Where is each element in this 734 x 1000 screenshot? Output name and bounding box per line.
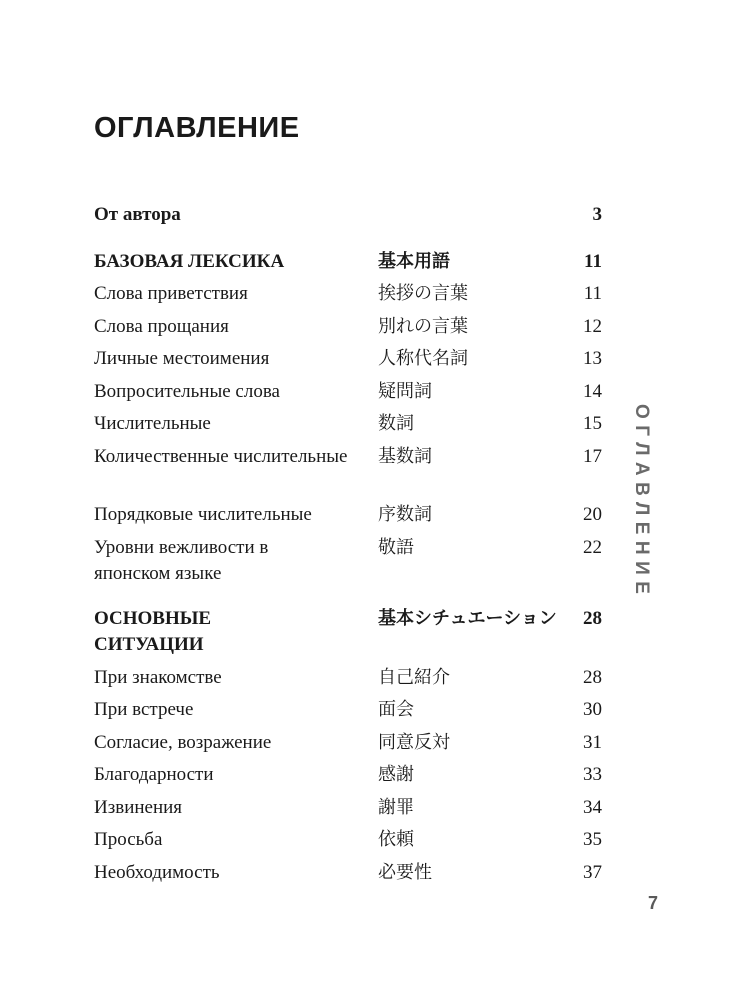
toc-entry-page: 17: [583, 446, 602, 467]
toc-entry-japanese: 謝罪: [378, 797, 414, 818]
side-tab-label: ОГЛАВЛЕНИЕ: [631, 404, 652, 601]
toc-entry-japanese: 人称代名詞: [378, 348, 468, 369]
toc-entry-title: Вопросительные слова: [94, 381, 280, 402]
toc-entry-page: 28: [583, 608, 602, 629]
toc-entry-page: 35: [583, 829, 602, 850]
toc-entry-title: Необходимость: [94, 862, 220, 883]
toc-entry-page: 31: [583, 732, 602, 753]
toc-entry-title: Порядковые числительные: [94, 504, 312, 525]
side-section-tab: [625, 404, 655, 604]
toc-entry-title: Слова прощания: [94, 316, 229, 337]
toc-entry-page: 28: [583, 667, 602, 688]
toc-entry-page: 20: [583, 504, 602, 525]
toc-entry-page: 12: [583, 316, 602, 337]
toc-entry-japanese: 疑問詞: [378, 381, 432, 402]
toc-entry-title: Личные местоимения: [94, 348, 270, 369]
toc-entry-title: Слова приветствия: [94, 283, 248, 304]
toc-entry-page: 11: [583, 283, 602, 304]
toc-entry-title: От автора: [94, 204, 181, 225]
toc-entry-title: При встрече: [94, 699, 194, 720]
toc-entry-japanese: 自己紹介: [378, 667, 450, 688]
toc-entry-page: 15: [583, 413, 602, 434]
toc-entry-title: Согласие, возражение: [94, 732, 272, 753]
toc-entry-page: 3: [592, 204, 602, 225]
toc-entry-title: БАЗОВАЯ ЛЕКСИКА: [94, 251, 285, 272]
toc-entry-title: Числительные: [94, 413, 211, 434]
toc-entry-page: 30: [583, 699, 602, 720]
toc-entry-page: 33: [583, 764, 602, 785]
toc-entry-japanese: 依頼: [378, 829, 414, 850]
toc-entry-page: 37: [583, 862, 602, 883]
toc-entry-japanese: 序数詞: [378, 504, 432, 525]
toc-entry-title: Извинения: [94, 797, 183, 818]
toc-entry-page: 14: [583, 381, 602, 402]
toc-entry-japanese: 必要性: [378, 862, 432, 883]
toc-entry-title: Просьба: [94, 829, 163, 850]
toc-entry-japanese: 敬語: [378, 537, 414, 558]
toc-entry-title: При знакомстве: [94, 667, 222, 688]
toc-entry-page: 11: [584, 251, 602, 272]
toc-entry-japanese: 感謝: [378, 764, 414, 785]
page-number: 7: [648, 893, 659, 913]
toc-entry-japanese: 基数詞: [378, 446, 432, 467]
toc-entry-japanese: 基本用語: [378, 251, 450, 272]
toc-entry-japanese: 別れの言葉: [378, 316, 468, 337]
toc-entry-page: 13: [583, 348, 602, 369]
toc-entry-japanese: 挨拶の言葉: [378, 283, 468, 304]
toc-entry-title: Количественные числительные: [94, 446, 348, 467]
toc-entry-japanese: 基本シチュエーション: [378, 608, 557, 629]
toc-entry-title: Благодарности: [94, 764, 214, 785]
toc-entry-japanese: 面会: [378, 699, 414, 720]
toc-entry-japanese: 同意反対: [378, 732, 450, 753]
toc-entry-page: 22: [583, 537, 602, 558]
toc-entry-page: 34: [583, 797, 602, 818]
toc-entry-title: ОСНОВНЫЕ СИТУАЦИИ: [94, 608, 212, 655]
toc-entry-title: Уровни вежливости в японском языке: [94, 537, 269, 584]
page-title: ОГЛАВЛЕНИЕ: [94, 112, 300, 144]
toc-entry-japanese: 数詞: [378, 413, 414, 434]
